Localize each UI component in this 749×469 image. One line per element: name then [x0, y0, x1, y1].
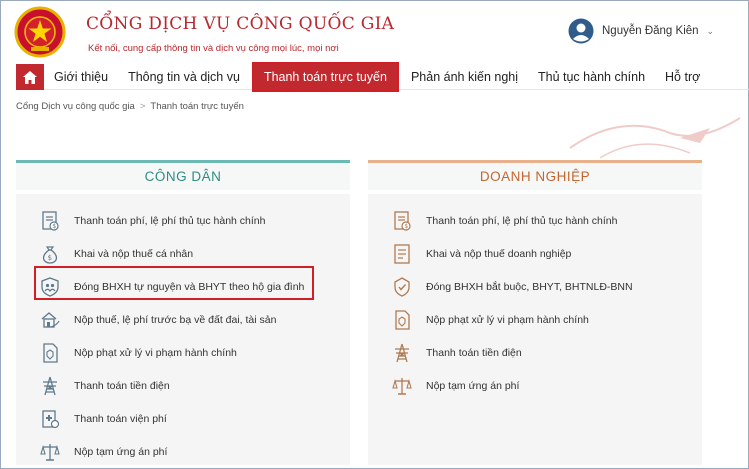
money-bag-icon	[38, 242, 62, 266]
land-tax-icon	[38, 308, 62, 332]
service-item-label: Thanh toán phí, lệ phí thủ tục hành chính	[426, 214, 618, 227]
nav-item[interactable]: Thanh toán trực tuyến	[254, 64, 397, 90]
service-item-label: Thanh toán tiền điện	[74, 379, 170, 392]
service-item-label: Thanh toán tiền điện	[426, 346, 522, 359]
service-item-label: Thanh toán phí, lệ phí thủ tục hành chính	[74, 214, 266, 227]
penalty-document-icon	[38, 341, 62, 365]
main-nav	[16, 64, 749, 90]
site-title[interactable]: CỔNG DỊCH VỤ CÔNG QUỐC GIA	[86, 14, 395, 34]
service-item-label: Nộp tạm ứng án phí	[74, 445, 168, 458]
business-panel-heading: DOANH NGHIỆP	[368, 160, 702, 190]
national-emblem-icon[interactable]	[14, 6, 66, 58]
site-header	[0, 0, 749, 62]
svg-text:$: $	[47, 253, 53, 262]
business-service-list	[368, 194, 702, 402]
citizen-panel-heading: CÔNG DÂN	[16, 160, 350, 190]
service-item-label: Thanh toán viện phí	[74, 412, 167, 425]
service-item[interactable]	[368, 204, 702, 237]
service-item[interactable]	[368, 336, 702, 369]
nav-item[interactable]: Thủ tục hành chính	[538, 70, 646, 84]
highlight-box	[34, 266, 314, 300]
scales-icon	[390, 374, 414, 398]
site-subtitle: Kết nối, cung cấp thông tin và dịch vụ công mọi lúc, mọi nơi	[88, 43, 339, 54]
home-button[interactable]	[16, 64, 44, 90]
service-item-label: Nộp phạt xử lý vi phạm hành chính	[426, 313, 589, 326]
insurance-icon	[390, 275, 414, 299]
service-item-label: Nộp thuế, lệ phí trước bạ về đất đai, tài sản	[74, 313, 277, 326]
service-item[interactable]	[368, 237, 702, 270]
service-item-label: Khai và nộp thuế cá nhân	[74, 247, 194, 260]
breadcrumb-home-link[interactable]: Cổng Dịch vụ công quốc gia	[16, 101, 135, 112]
user-menu[interactable]	[568, 18, 714, 44]
user-avatar-icon	[568, 18, 594, 44]
service-item[interactable]	[16, 402, 350, 435]
tax-form-icon	[390, 242, 414, 266]
service-item[interactable]	[16, 435, 350, 468]
citizen-panel	[16, 160, 350, 465]
service-item[interactable]	[368, 303, 702, 336]
power-tower-icon	[38, 374, 62, 398]
hospital-fee-icon	[38, 407, 62, 431]
breadcrumb-separator-icon: >	[139, 101, 146, 112]
fee-document-icon	[390, 209, 414, 233]
service-item[interactable]	[368, 369, 702, 402]
breadcrumb	[16, 101, 244, 112]
service-item[interactable]	[16, 336, 350, 369]
business-panel	[368, 160, 702, 465]
decorative-bird-motif-icon	[560, 108, 749, 168]
nav-item[interactable]: Hỗ trợ	[665, 70, 701, 84]
service-item-label: Nộp tạm ứng án phí	[426, 379, 520, 392]
nav-item[interactable]: Phản ánh kiến nghị	[410, 70, 518, 84]
service-item[interactable]	[16, 204, 350, 237]
nav-item[interactable]: Thông tin và dịch vụ	[128, 70, 240, 84]
svg-text:$: $	[404, 222, 409, 230]
fee-document-icon	[38, 209, 62, 233]
service-item[interactable]	[368, 270, 702, 303]
citizen-service-list	[16, 194, 350, 468]
svg-text:$: $	[52, 222, 57, 230]
chevron-down-icon: ⌄	[706, 25, 715, 36]
scales-icon	[38, 440, 62, 464]
home-icon	[23, 71, 37, 84]
nav-item[interactable]: Giới thiệu	[54, 70, 109, 84]
breadcrumb-current: Thanh toán trực tuyến	[150, 101, 244, 112]
penalty-document-icon	[390, 308, 414, 332]
service-item[interactable]	[16, 369, 350, 402]
user-name: Nguyễn Đăng Kiên	[602, 25, 699, 37]
service-item-label: Đóng BHXH tự nguyện và BHYT theo hộ gia đình	[74, 280, 305, 293]
nav-items	[44, 64, 710, 90]
power-tower-icon	[390, 341, 414, 365]
service-item-label: Nộp phạt xử lý vi phạm hành chính	[74, 346, 237, 359]
service-item-label: Đóng BHXH bắt buộc, BHYT, BHTNLĐ-BNN	[426, 280, 633, 293]
service-item-label: Khai và nộp thuế doanh nghiệp	[426, 247, 572, 260]
service-item[interactable]	[16, 303, 350, 336]
